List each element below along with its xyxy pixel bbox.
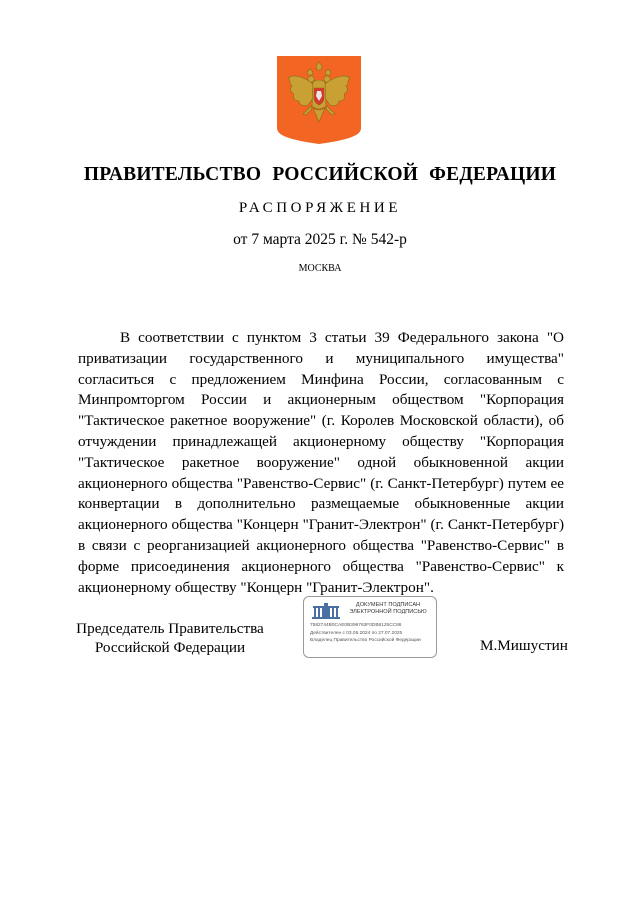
document-body: В соответствии с пунктом 3 статьи 39 Федерального закона "О приватизации государственного и муниципального имущества" согласиться с предложением Минфина России, согласованным с Минпромторгом России и акционерным обществом "Корпорация "Тактическое ракетное вооружение" (г. Королев Московской области), об отчуждении принадлежащей акционерному обществу "Корпорация "Тактическое ракетное вооружение" одной обыкновенной акции акционерного общества "Равенство-Сервис" (г. Санкт-Петербург) путем ее конвертации в дополнительно размещаемые обыкновенные акции акционерного общества "Концерн "Гранит-Электрон" (г. Санкт-Петербург) в связи с реорганизацией акционерного общества "Равенство-Сервис" в форме присоединения акционерного общества "Равенство-Сервис" к акционерному обществу "Концерн "Гранит-Электрон". xyxy=(78,329,564,596)
document-date-number: от 7 марта 2025 г. № 542-р xyxy=(233,231,407,248)
esign-owner: Владелец Правительство Российской Федерации xyxy=(310,638,421,643)
government-building-icon xyxy=(311,602,341,620)
esign-certificate: 7582744B0CAE0B396763F0DB8125CC86 xyxy=(310,623,402,628)
document-city: МОСКВА xyxy=(298,263,342,274)
signer-position-line1: Председатель Правительства xyxy=(76,620,264,637)
signer-name: М.Мишустин xyxy=(480,637,568,654)
coat-of-arms-icon xyxy=(277,56,361,144)
esign-heading-line2: ЭЛЕКТРОННОЙ ПОДПИСЬЮ xyxy=(349,609,427,615)
esign-validity: Действителен с 03.05.2024 по 27.07.2025 xyxy=(310,631,403,636)
government-title: ПРАВИТЕЛЬСТВО РОССИЙСКОЙ ФЕДЕРАЦИИ xyxy=(83,164,557,185)
document-type: РАСПОРЯЖЕНИЕ xyxy=(238,200,402,216)
signer-position xyxy=(70,619,270,657)
electronic-signature-stamp xyxy=(303,596,437,658)
esign-heading xyxy=(342,602,434,616)
signer-position-line2: Российской Федерации xyxy=(94,639,246,656)
esign-heading-line1: ДОКУМЕНТ ПОДПИСАН xyxy=(355,602,421,608)
